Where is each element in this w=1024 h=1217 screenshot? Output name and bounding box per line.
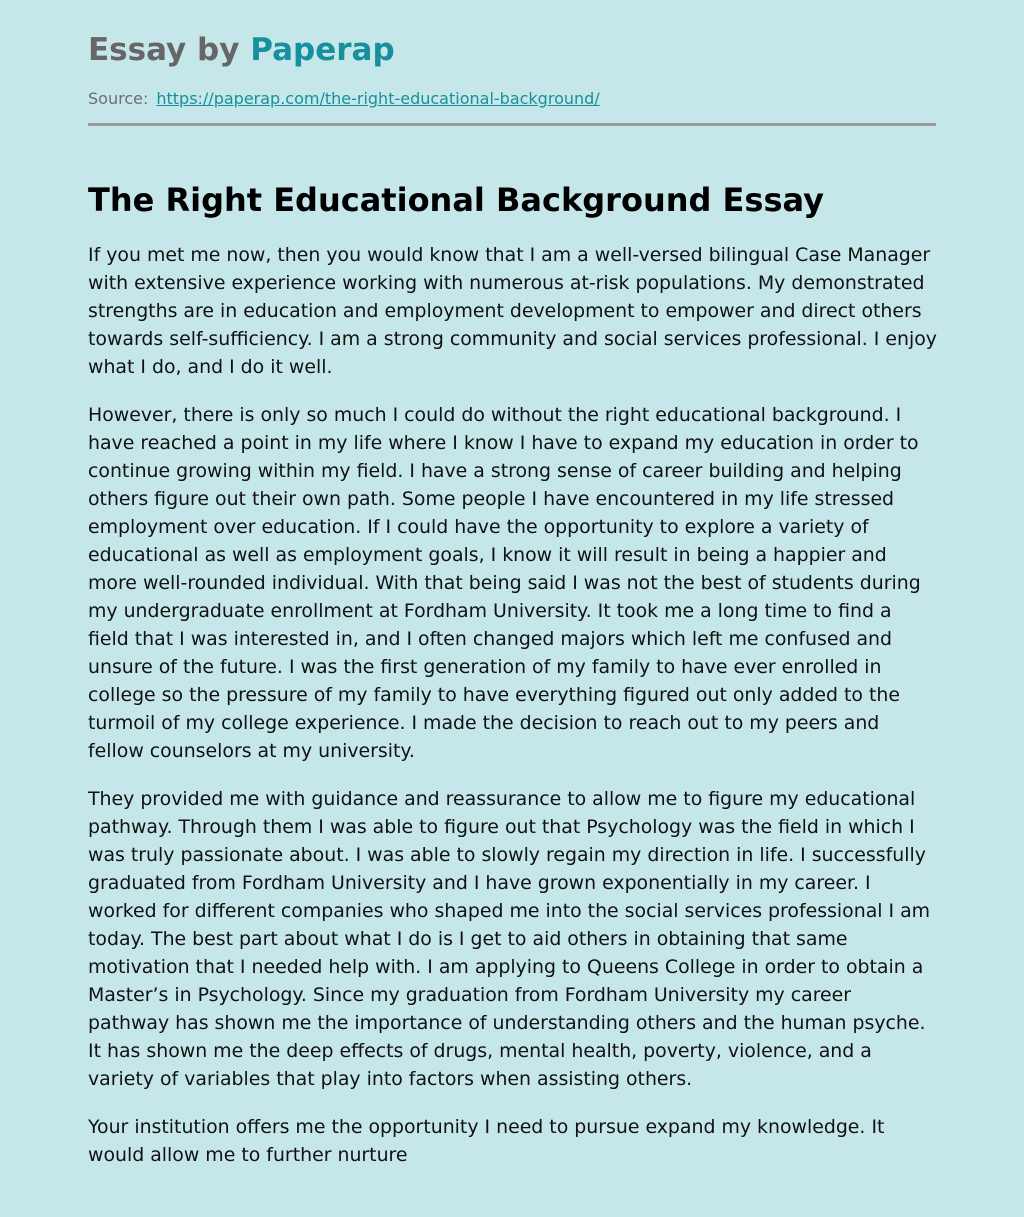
- source-label: Source:: [88, 89, 149, 108]
- essay-paragraph: However, there is only so much I could do without the right educational background. I have reached a point in my life where I know I have to expand my education in order to continue growing within my field. I have a strong sense of career building and helping others figure out their own path. Some people I have encountered in my life stressed employment over education. If I could have the opportunity to explore a variety of educational as well as employment goals, I know it will result in being a happier and more well-rounded individual. With that being said I was not the best of students during my undergraduate enrollment at Fordham University. It took me a long time to find a field that I was interested in, and I often changed majors which left me confused and unsure of the future. I was the first generation of my family to have ever enrolled in college so the pressure of my family to have everything figured out only added to the turmoil of my college experience. I made the decision to reach out to my peers and fellow counselors at my university.: [88, 404, 921, 762]
- essay-paragraph: If you met me now, then you would know that I am a well-versed bilingual Case Manager with extensive experience working with numerous at-risk populations. My demonstrated strengths are in education and employment development to empower and direct others towards self-sufficiency. I am a strong community and social services professional. I enjoy what I do, and I do it well.: [88, 244, 937, 378]
- essay-paragraph: Your institution offers me the opportunity I need to pursue expand my knowledge. It would allow me to further nurture: [88, 1116, 885, 1166]
- essay-paragraph: They provided me with guidance and reassurance to allow me to figure my educational pathway. Through them I was able to figure out that Psychology was the field in which I was truly passionate about. I was able to slowly regain my direction in life. I successfully graduated from Fordham University and I have grown exponentially in my career. I worked for different companies who shaped me into the social services professional I am today. The best part about what I do is I get to aid others in obtaining that same motivation that I needed help with. I am applying to Queens College in order to obtain a Master’s in Psychology. Since my graduation from Fordham University my career pathway has shown me the importance of understanding others and the human psyche. It has shown me the deep effects of drugs, mental health, poverty, violence, and a variety of variables that play into factors when assisting others.: [88, 788, 931, 1090]
- brand-name[interactable]: Paperap: [250, 32, 395, 68]
- essay-body: [88, 241, 938, 1189]
- source-line: [88, 87, 600, 111]
- brand-prefix: Essay by: [88, 32, 240, 68]
- site-brand: [88, 28, 395, 72]
- essay-title: The Right Educational Background Essay: [88, 181, 824, 219]
- source-link[interactable]: https://paperap.com/the-right-educational-background/: [156, 89, 600, 108]
- header-divider: [88, 123, 936, 126]
